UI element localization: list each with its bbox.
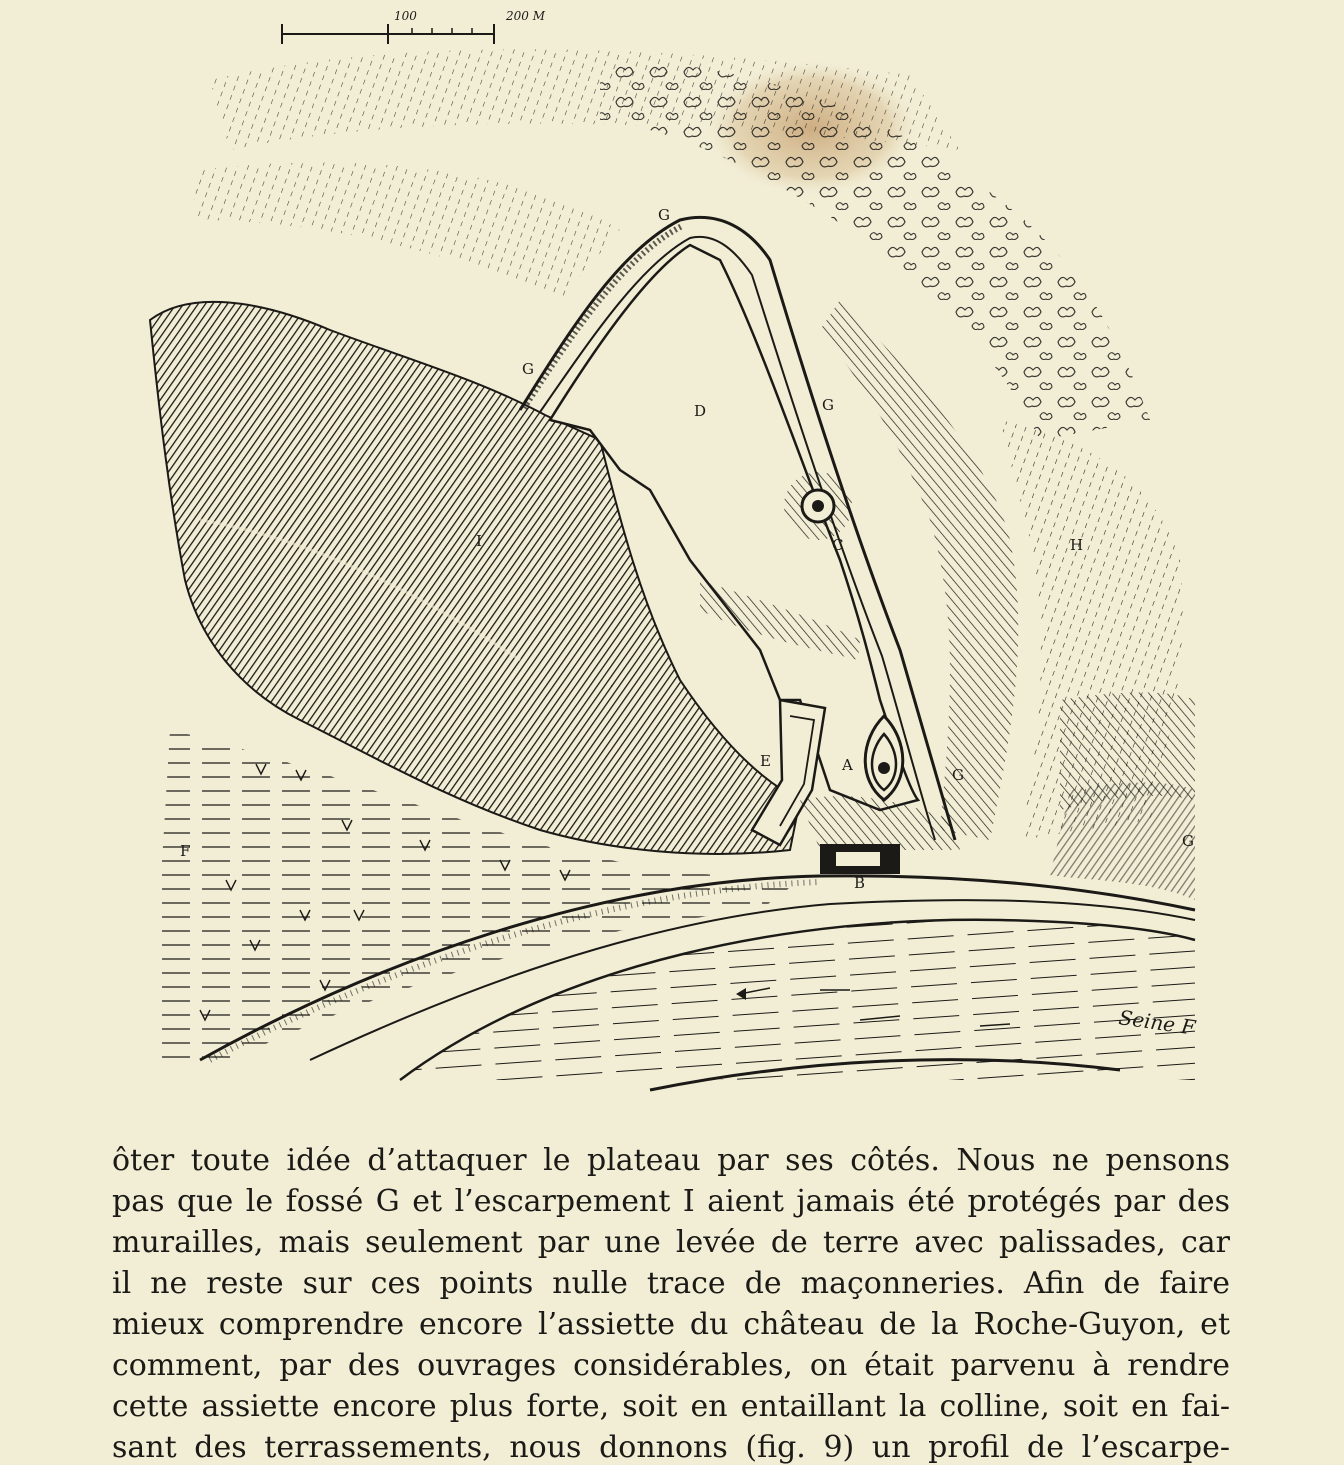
label-G-right: G bbox=[822, 396, 834, 414]
text-line-1: ôter toute idée d’attaquer le plateau par ses côtés. Nous ne pensons bbox=[112, 1143, 1230, 1178]
label-G-lower: G bbox=[952, 766, 964, 784]
label-F: F bbox=[180, 842, 191, 860]
label-G-left: G bbox=[522, 360, 534, 378]
label-B: B bbox=[854, 874, 866, 892]
text-line-7: cette assiette encore plus forte, soit en entaillant la colline, soit en fai- bbox=[112, 1389, 1230, 1424]
scale-bar bbox=[282, 9, 546, 44]
scale-label-mid: 100 bbox=[394, 9, 417, 23]
label-A: A bbox=[842, 756, 853, 774]
text-line-2: pas que le fossé G et l’escarpement I aient jamais été protégés par des bbox=[112, 1184, 1230, 1219]
text-line-5: mieux comprendre encore l’assiette du château de la Roche-Guyon, et bbox=[112, 1307, 1230, 1342]
gate-B bbox=[820, 844, 900, 874]
text-line-3: murailles, mais seulement par une levée de terre avec palissades, car bbox=[112, 1225, 1230, 1260]
label-E: E bbox=[760, 752, 771, 770]
text-line-6: comment, par des ouvrages considérables, on était parvenu à rendre bbox=[112, 1348, 1230, 1383]
label-G-top: G bbox=[658, 206, 670, 224]
body-text bbox=[112, 1140, 1230, 1465]
river-label: Seine F bbox=[1117, 1005, 1197, 1040]
text-line-4: il ne reste sur ces points nulle trace de maçonneries. Afin de faire bbox=[112, 1266, 1230, 1301]
label-H: H bbox=[1070, 536, 1084, 554]
round-tower bbox=[784, 472, 852, 540]
label-C: C bbox=[832, 536, 844, 554]
text-line-8: sant des terrassements, nous donnons (fig. 9) un profil de l’escarpe- bbox=[112, 1430, 1230, 1465]
label-G-far-right: G bbox=[1182, 832, 1194, 850]
label-D: D bbox=[694, 402, 707, 420]
label-I: I bbox=[476, 532, 482, 550]
scale-label-end: 200 M bbox=[506, 9, 546, 23]
